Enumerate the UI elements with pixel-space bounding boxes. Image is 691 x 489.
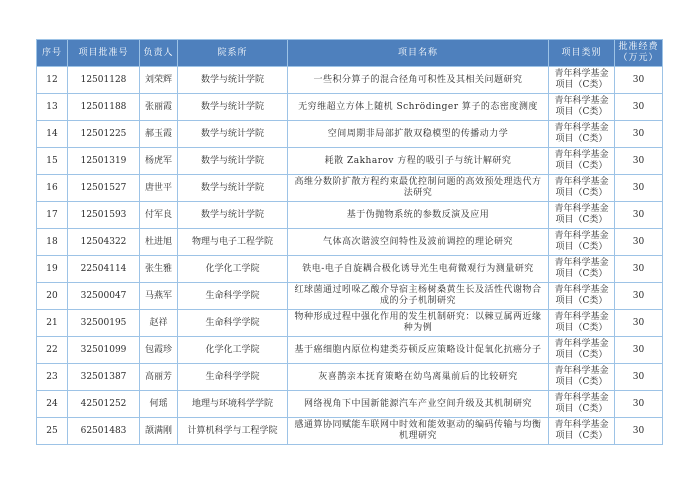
cell-no: 13 [37,94,68,121]
cell-no: 25 [37,418,68,445]
cell-department: 物理与电子工程学院 [178,229,288,256]
cell-category: 青年科学基金项目（C类） [549,337,615,364]
cell-pi: 张生雅 [140,256,178,283]
table-row [37,310,663,337]
cell-no: 14 [37,121,68,148]
cell-project-title: 气体高次谐波空间特性及波前调控的理论研究 [288,229,549,256]
cell-no: 17 [37,202,68,229]
cell-amount: 30 [615,175,663,202]
cell-grant-no: 12501527 [68,175,140,202]
cell-department: 数学与统计学院 [178,202,288,229]
cell-grant-no: 12504322 [68,229,140,256]
cell-amount: 30 [615,148,663,175]
cell-project-title: 红球菌通过吲哚乙酸介导宿主杨树桑黄生长及活性代谢物合成的分子机制研究 [288,283,549,310]
cell-no: 20 [37,283,68,310]
table-row [37,283,663,310]
cell-department: 生命科学学院 [178,310,288,337]
cell-department: 数学与统计学院 [178,94,288,121]
col-header-no: 序号 [37,40,68,67]
table-row [37,121,663,148]
cell-grant-no: 12501128 [68,67,140,94]
cell-grant-no: 12501188 [68,94,140,121]
cell-amount: 30 [615,94,663,121]
cell-project-title: 铁电-电子自旋耦合极化诱导光生电荷微观行为测量研究 [288,256,549,283]
cell-amount: 30 [615,283,663,310]
cell-project-title: 灰喜鹊亲本抚育策略在幼鸟离巢前后的比较研究 [288,364,549,391]
cell-project-title: 物种形成过程中强化作用的发生机制研究：以棘豆属两近缘种为例 [288,310,549,337]
col-header-category: 项目类别 [549,40,615,67]
cell-department: 化学化工学院 [178,256,288,283]
cell-amount: 30 [615,337,663,364]
col-header-grant-no: 项目批准号 [68,40,140,67]
table-row [37,418,663,445]
cell-department: 化学化工学院 [178,337,288,364]
cell-amount: 30 [615,256,663,283]
cell-category: 青年科学基金项目（C类） [549,148,615,175]
cell-no: 15 [37,148,68,175]
cell-pi: 张丽霞 [140,94,178,121]
cell-department: 生命科学学院 [178,364,288,391]
cell-pi: 郝玉霞 [140,121,178,148]
cell-grant-no: 12501593 [68,202,140,229]
cell-project-title: 一些积分算子的混合径角可积性及其相关问题研究 [288,67,549,94]
cell-category: 青年科学基金项目（C类） [549,283,615,310]
cell-grant-no: 12501319 [68,148,140,175]
cell-department: 数学与统计学院 [178,148,288,175]
cell-project-title: 基于伪抛物系统的参数反演及应用 [288,202,549,229]
cell-category: 青年科学基金项目（C类） [549,175,615,202]
table-row [37,175,663,202]
cell-grant-no: 32501387 [68,364,140,391]
table-row [37,202,663,229]
cell-amount: 30 [615,121,663,148]
cell-department: 生命科学学院 [178,283,288,310]
cell-no: 24 [37,391,68,418]
col-header-amount: 批准经费（万元） [615,40,663,67]
cell-grant-no: 12501225 [68,121,140,148]
table-row [37,67,663,94]
cell-category: 青年科学基金项目（C类） [549,391,615,418]
cell-project-title: 高维分数阶扩散方程约束最优控制问题的高效预处理迭代方法研究 [288,175,549,202]
col-header-pi: 负责人 [140,40,178,67]
cell-grant-no: 22504114 [68,256,140,283]
table-row [37,364,663,391]
cell-department: 数学与统计学院 [178,121,288,148]
cell-pi: 颉满刚 [140,418,178,445]
cell-pi: 何瑶 [140,391,178,418]
cell-pi: 刘荣辉 [140,67,178,94]
cell-department: 数学与统计学院 [178,175,288,202]
cell-amount: 30 [615,364,663,391]
table-row [37,337,663,364]
cell-grant-no: 42501252 [68,391,140,418]
cell-no: 18 [37,229,68,256]
cell-no: 12 [37,67,68,94]
cell-no: 16 [37,175,68,202]
table-row [37,229,663,256]
cell-pi: 杨虎军 [140,148,178,175]
table-row [37,391,663,418]
cell-project-title: 耗散 Zakharov 方程的吸引子与统计解研究 [288,148,549,175]
cell-amount: 30 [615,418,663,445]
cell-amount: 30 [615,67,663,94]
cell-no: 22 [37,337,68,364]
cell-amount: 30 [615,391,663,418]
cell-department: 计算机科学与工程学院 [178,418,288,445]
cell-pi: 包霞珍 [140,337,178,364]
cell-category: 青年科学基金项目（C类） [549,67,615,94]
cell-no: 19 [37,256,68,283]
cell-department: 数学与统计学院 [178,67,288,94]
cell-category: 青年科学基金项目（C类） [549,256,615,283]
cell-pi: 付军良 [140,202,178,229]
grants-table [36,39,663,445]
cell-category: 青年科学基金项目（C类） [549,94,615,121]
cell-grant-no: 32501099 [68,337,140,364]
cell-project-title: 网络视角下中国新能源汽车产业空间升级及其机制研究 [288,391,549,418]
table-row [37,148,663,175]
cell-no: 21 [37,310,68,337]
cell-category: 青年科学基金项目（C类） [549,229,615,256]
cell-category: 青年科学基金项目（C类） [549,364,615,391]
cell-pi: 杜进旭 [140,229,178,256]
cell-category: 青年科学基金项目（C类） [549,121,615,148]
cell-amount: 30 [615,310,663,337]
cell-category: 青年科学基金项目（C类） [549,310,615,337]
cell-grant-no: 32500047 [68,283,140,310]
cell-project-title: 空间周期非局部扩散双稳模型的传播动力学 [288,121,549,148]
cell-project-title: 感通算协同赋能车联网中时效和能效驱动的编码传输与均衡机理研究 [288,418,549,445]
cell-amount: 30 [615,229,663,256]
table-header-row [37,40,663,67]
cell-pi: 赵祥 [140,310,178,337]
cell-pi: 唐世平 [140,175,178,202]
cell-pi: 马燕军 [140,283,178,310]
col-header-dept: 院系所 [178,40,288,67]
table-row [37,256,663,283]
cell-project-title: 基于癌细胞内原位构建类芬顿反应策略设计促氧化抗癌分子 [288,337,549,364]
cell-no: 23 [37,364,68,391]
cell-amount: 30 [615,202,663,229]
col-header-title: 项目名称 [288,40,549,67]
cell-project-title: 无穷维超立方体上随机 Schrödinger 算子的态密度测度 [288,94,549,121]
cell-pi: 高丽芳 [140,364,178,391]
cell-department: 地理与环境科学学院 [178,391,288,418]
cell-category: 青年科学基金项目（C类） [549,202,615,229]
cell-grant-no: 62501483 [68,418,140,445]
cell-grant-no: 32500195 [68,310,140,337]
cell-category: 青年科学基金项目（C类） [549,418,615,445]
table-row [37,94,663,121]
